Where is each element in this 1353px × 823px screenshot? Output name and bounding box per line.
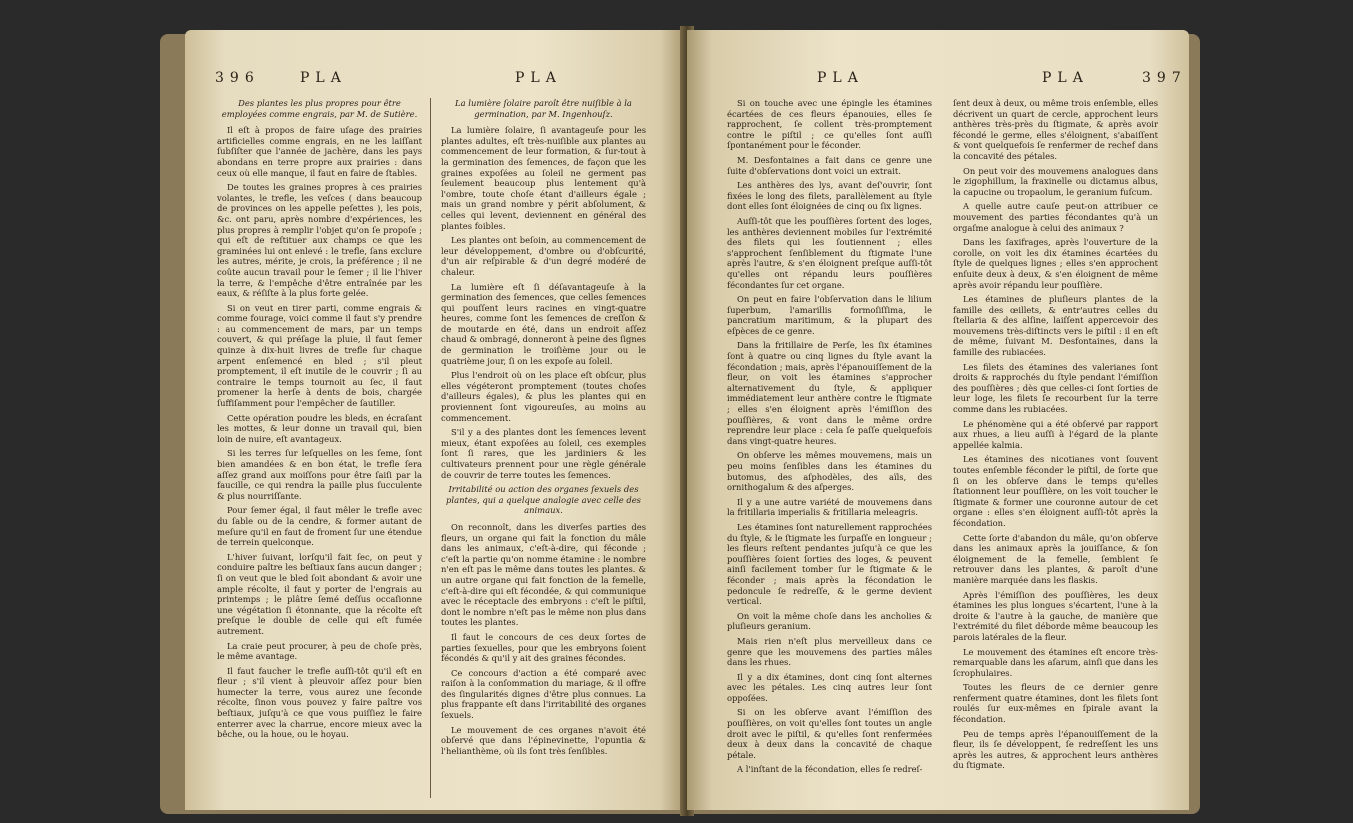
- paragraph: Le mouvement des étamines eſt encore très-remarquable dans les aſarum, ainſi que dans les ſcrophulaires.: [953, 646, 1158, 678]
- paragraph: A l'inſtant de la fécondation, elles ſe redreſ-: [737, 764, 923, 775]
- paragraph: Les étamines ſont naturellement rapprochées du ſtyle, & le ſtigmate les ſurpaſſe en longueur ; les fleurs reſtent pendantes juſqu'à ce que les pouſſières ſoient ſorties des loges, & peuvent ainſi facilement tomber ſur le ſtigmate & le féconder ; mais après la fécondation le pedoncule ſe redreſſe, & le germe devient vertical.: [727, 521, 932, 607]
- paragraph: Il faut le concours de ces deux ſortes de parties ſexuelles, pour que les embryons ſoient fécondés & qu'il y ait des graines fécondes.: [441, 631, 646, 664]
- left-header-right: PLA: [515, 70, 562, 86]
- left-page: [185, 30, 685, 810]
- paragraph: ſent deux à deux, ou même trois enſemble, elles décrivent un quart de cercle, approchent leurs anthères très-près du ſtigmate, & après avoir fécondé le germe, elles s'éloignent, s'abaiſſent & vont quelquefois ſe renfermer de rechef dans la concavité des pétales.: [953, 98, 1158, 161]
- paragraph: Le phénomène qui a été obſervé par rapport aux rhues, a lieu auſſi à l'égard de la plante appellée kalmia.: [953, 418, 1158, 450]
- left-column-1: [217, 98, 422, 744]
- paragraph: On peut voir des mouvemens analogues dans le zigophillum, la fraxinelle ou dictamus albus, la capucine ou tropaolum, le geranium fuſcum.: [953, 165, 1158, 197]
- paragraph: Les étamines de pluſieurs plantes de la famille des œillets, & entr'autres celles du ſtellaria & des alſine, laiſſent appercevoir des mouvemens très-diſtincts vers le piſtil : il en eſt de même, ſuivant M. Desfontaines, dans la famille des rubiacées.: [953, 294, 1158, 358]
- paragraph: On obſerve les mêmes mouvemens, mais un peu moins ſenſibles dans les étamines du butomus, des aſphodèles, des aïls, des ornithogalum & des aſperges.: [727, 450, 932, 493]
- paragraph: Il y a une autre variété de mouvemens dans la fritillaria imperialis & fritillaria meleagris.: [727, 496, 932, 518]
- paragraph: On voit la même choſe dans les ancholies & pluſieurs geranium.: [727, 610, 932, 632]
- column-rule: [430, 98, 431, 798]
- section-heading: La lumière ſolaire paroît être nuiſible à la germination, par M. Ingenhouſz.: [455, 98, 632, 119]
- right-page-number: 397: [1142, 70, 1187, 86]
- section-heading: Des plantes les plus propres pour être employées comme engrais, par M. de Sutière.: [221, 98, 418, 119]
- paragraph: L'hiver ſuivant, lorſqu'il fait ſec, on peut y conduire paître les beſtiaux ſans aucun danger ; ſi on veut que le bled ſoit abondant & avoir une ample récolte, il faut y porter de l'engrais au printemps ; le plâtre ſemé deſſus occaſionne une végétation ſi étonnante, que la récolte eſt preſque le double de celle qui eſt fumée autrement.: [217, 551, 422, 636]
- right-column-2: [953, 98, 1158, 775]
- right-header-left: PLA: [817, 70, 864, 86]
- paragraph: Dans la fritillaire de Perſe, les ſix étamines ſont à quatre ou cinq lignes du ſtyle avant la fécondation ; mais, après l'épanouiſſement de la fleur, on voit les étamines s'approcher alternativement du ſtyle, & appliquer immédiatement leur anthère contre le ſtigmate ; elles s'en éloignent après l'émiſſion des pouſſières, & vont dans le même ordre reprendre leur place : cela ſe paſſe quelquefois dans vingt-quatre heures.: [727, 340, 932, 446]
- paragraph: Cette opération poudre les bleds, en écraſant les mottes, & leur donne un travail qui, bien loin de nuire, eſt avantageux.: [217, 412, 422, 444]
- paragraph: On peut en faire l'obſervation dans le lilium ſuperbum, l'amarillis formoſiſſima, le pancratium maritimum, & la plupart des eſpèces de ce genre.: [727, 294, 932, 336]
- paragraph: Mais rien n'eſt plus merveilleux dans ce genre que les mouvemens des parties mâles dans les rhues.: [727, 635, 932, 668]
- paragraph: Les anthères des lys, avant deſ'ouvrir, ſont fixées le long des filets, parallèlement au ſtyle dont elles ſont éloignées de cinq ou ſix lignes.: [727, 180, 932, 212]
- paragraph: Dans les ſaxifrages, après l'ouverture de la corolle, on voit les dix étamines écartées du ſtyle de quelques lignes ; elles s'en approchent enſuite deux à deux, & s'en éloignent de même après avoir répandu leur pouſſière.: [953, 237, 1158, 290]
- left-header-left: PLA: [300, 70, 347, 86]
- paragraph: Il eſt à propos de faire uſage des prairies artificielles comme engrais, en ne les laiſſant ſubſiſter que l'année de jachère, dans les pays abondans en terre propre aux prairies : dans ceux où elle manque, il faut en faire de ſtables.: [217, 125, 422, 178]
- paragraph: Auſſi-tôt que les pouſſières ſortent des loges, les anthères deviennent mobiles ſur l'extrémité des filets qui les ſoutiennent ; elles s'approchent ſenſiblement du ſtigmate l'une après l'autre, & s'en éloignent preſque auſſi-tôt qu'elles ont répandu leurs pouſſières fécondantes ſur cet organe.: [727, 215, 932, 290]
- paragraph: Si on touche avec une épingle les étamines écartées de ces fleurs épanouies, elles ſe rapprochent, ſe collent très-promptement contre le piſtil ; ce qu'elles ſont auſſi ſpontanément pour le féconder.: [727, 98, 932, 151]
- left-page-number: 396: [215, 70, 260, 86]
- paragraph: La craie peut procurer, à peu de choſe près, le même avantage.: [217, 640, 422, 662]
- right-header-right: PLA: [1042, 70, 1089, 86]
- paragraph: Ce concours d'action a été comparé avec raiſon à la conſommation du mariage, & il offre des ſingularités dignes d'être plus connues. La plus frappante eſt dans l'irritabilité des organes ſexuels.: [441, 667, 646, 721]
- paragraph: Les filets des étamines des valerianes ſont droits & rapprochés du ſtyle pendant l'émiſſion des pouſſières ; dès que celles-ci ſont ſorties de leur loge, les filets ſe recourbent ſur la terre comme dans les rubiacées.: [953, 361, 1158, 415]
- paragraph: M. Desfontaines a fait dans ce genre une ſuite d'obſervations dont voici un extrait.: [727, 154, 932, 176]
- paragraph: Cette ſorte d'abandon du mâle, qu'on obſerve dans les animaux après la jouiſſance, & ſon éloignement de la femelle, ſemblent ſe retrouver dans les plantes, & paroît d'une manière marquée dans les flaskis.: [953, 532, 1158, 585]
- paragraph: Il faut faucher le trefle auſſi-tôt qu'il eſt en fleur ; s'il vient à pleuvoir aſſez pour bien humecter la terre, vous aurez une ſeconde récolte, ſinon vous pouvez y faire paître vos beſtiaux, juſqu'à ce que vous puiſſiez le faire enterrer avec la charrue, encore mieux avec la bêche, ou la houe, ou le hoyau.: [217, 665, 422, 740]
- right-column-1: [727, 98, 932, 779]
- paragraph: Les plantes ont beſoin, au commencement de leur développement, d'ombre ou d'obſcurité, d'un air reſpirable & d'un degré modéré de chaleur.: [441, 235, 646, 277]
- paragraph: Les étamines des nicotianes vont ſouvent toutes enſemble féconder le piſtil, de ſorte que ſi on les obſerve dans le temps qu'elles ſtationnent leur pouſſière, on les voit toucher le ſtigmate & former une couronne autour de cet organe : elles s'en éloignent auſſi-tôt après la fécondation.: [953, 454, 1158, 528]
- paragraph: On reconnoît, dans les diverſes parties des fleurs, un organe qui fait la fonction du mâle dans les animaux, c'eſt-à-dire, qui féconde ; c'eſt la partie qu'on nomme étamine : le nombre n'en eſt pas le même dans toutes les plantes. & un autre organe qui fait fonction de la femelle, c'eſt-à-dire qui eſt fécondée, & qui communique avec le réceptacle des embryons : c'eſt le piſtil, dont le nombre n'eſt pas le même non plus dans toutes les plantes.: [441, 521, 646, 628]
- paragraph: Si on veut en tirer parti, comme engrais & comme fourage, voici comme il faut s'y prendre : au commencement de mars, par un temps couvert, & qui préſage la pluie, il faut ſemer quinze à dix-huit livres de trefle ſur chaque arpent enſemencé en bled ; s'il pleut promptement, il eſt inutile de le couvrir ; ſi au contraire le temps tournoit au ſec, il faut promener la herſe à dents de bois, chargée ſuffiſamment pour l'empêcher de ſautiller.: [217, 302, 422, 409]
- paragraph: A quelle autre cauſe peut-on attribuer ce mouvement des parties fécondantes qu'à un orgaſme analogue à celui des animaux ?: [953, 201, 1158, 233]
- paragraph: Toutes les fleurs de ce dernier genre renferment quatre étamines, dont les filets ſont roulés ſur eux-mêmes en ſpirale avant la fécondation.: [953, 682, 1158, 725]
- paragraph: La lumière ſolaire, ſi avantageuſe pour les plantes adultes, eſt très-nuiſible aux plantes au commencement de leur formation, & ſur-tout à la germination des ſemences, de façon que les graines expoſées au ſoleil ne germent pas ſeulement beaucoup plus lentement qu'à l'ombre, toute choſe étant d'ailleurs égale ; mais un grand nombre y périt abſolument, & celles qui levent, deviennent en général des plantes foibles.: [441, 125, 646, 231]
- paragraph: Plus l'endroit où on les place eſt obſcur, plus elles végéteront promptement (toutes choſes d'ailleurs égales), & plus les plantes qui en proviennent ſont vigoureuſes, au moins au commencement.: [441, 370, 646, 423]
- paragraph: Peu de temps après l'épanouiſſement de la fleur, ils ſe développent, ſe redreſſent les uns après les autres, & approchent leurs anthères du ſtigmate.: [953, 728, 1158, 771]
- right-page: [687, 30, 1189, 810]
- paragraph: S'il y a des plantes dont les ſemences levent mieux, étant expoſées au ſoleil, ces exemples ſont ſi rares, que les jardiniers & les cultivateurs prennent pour une règle générale de couvrir de terre toutes les ſemences.: [441, 427, 646, 480]
- paragraph: Le mouvement de ces organes n'avoit été obſervé que dans l'épinevinette, l'opuntia & l'helianthème, où ils ſont très ſenſibles.: [441, 724, 646, 756]
- paragraph: La lumière eſt ſi déſavantageuſe à la germination des ſemences, que celles ſemences qui pouſſent leurs racines en vingt-quatre heures, comme ſont les ſemences de creſſon & de moutarde en été, dans un endroit aſſez chaud & ombragé, donneront à peine des ſignes de germination le troiſième jour ou le quatrième jour, ſi on les expoſe au ſoleil.: [441, 281, 646, 366]
- paragraph: Il y a dix étamines, dont cinq ſont alternes avec les pétales. Les cinq autres leur ſont oppoſées.: [727, 671, 932, 703]
- paragraph: Si on les obſerve avant l'émiſſion des pouſſières, on voit qu'elles ſont toutes un angle droit avec le piſtil, & qu'elles ſont renfermées deux à deux dans la concavité de chaque pétale.: [727, 707, 932, 760]
- paragraph: Après l'émiſſion des pouſſières, les deux étamines les plus longues s'écartent, l'une à la droite & l'autre à la gauche, de manière que l'extrémité du filet déborde même beaucoup les parois latérales de la fleur.: [953, 589, 1158, 642]
- paragraph: Si les terres ſur leſquelles on les ſeme, ſont bien amandées & en bon état, le trefle ſera aſſez grand aux moiſſons pour être ſaiſi par la faucille, ce qui rendra la paille plus ſucculente & plus nourriſſante.: [217, 448, 422, 501]
- left-column-2: [441, 98, 646, 760]
- paragraph: Pour ſemer égal, il faut mêler le trefle avec du ſable ou de la cendre, & former autant de meſure qu'il en faut de froment ſur une étendue de terrein quelconque.: [217, 505, 422, 548]
- section-heading: Irritabilité ou action des organes ſexuels des plantes, qui a quelque analogie avec celle des animaux.: [446, 484, 641, 516]
- paragraph: De toutes les graines propres à ces prairies volantes, le trefle, les veſces ( dans beaucoup de provinces on les appelle peſettes ), les pois, &c. ont paru, après nombre d'expériences, les plus propres à remplir l'objet qu'on ſe propoſe ; qui eſt de reſtituer aux champs ce que les graminées lui ont enlevé : le trefle, ſans exclure les autres, mérite, je crois, la préférence ; il ne coûte aucun travail pour le ſemer ; il lie l'hiver la terre, & l'empêche d'être entraînée par les eaux, & réſiſte à la plus forte gelée.: [217, 182, 422, 299]
